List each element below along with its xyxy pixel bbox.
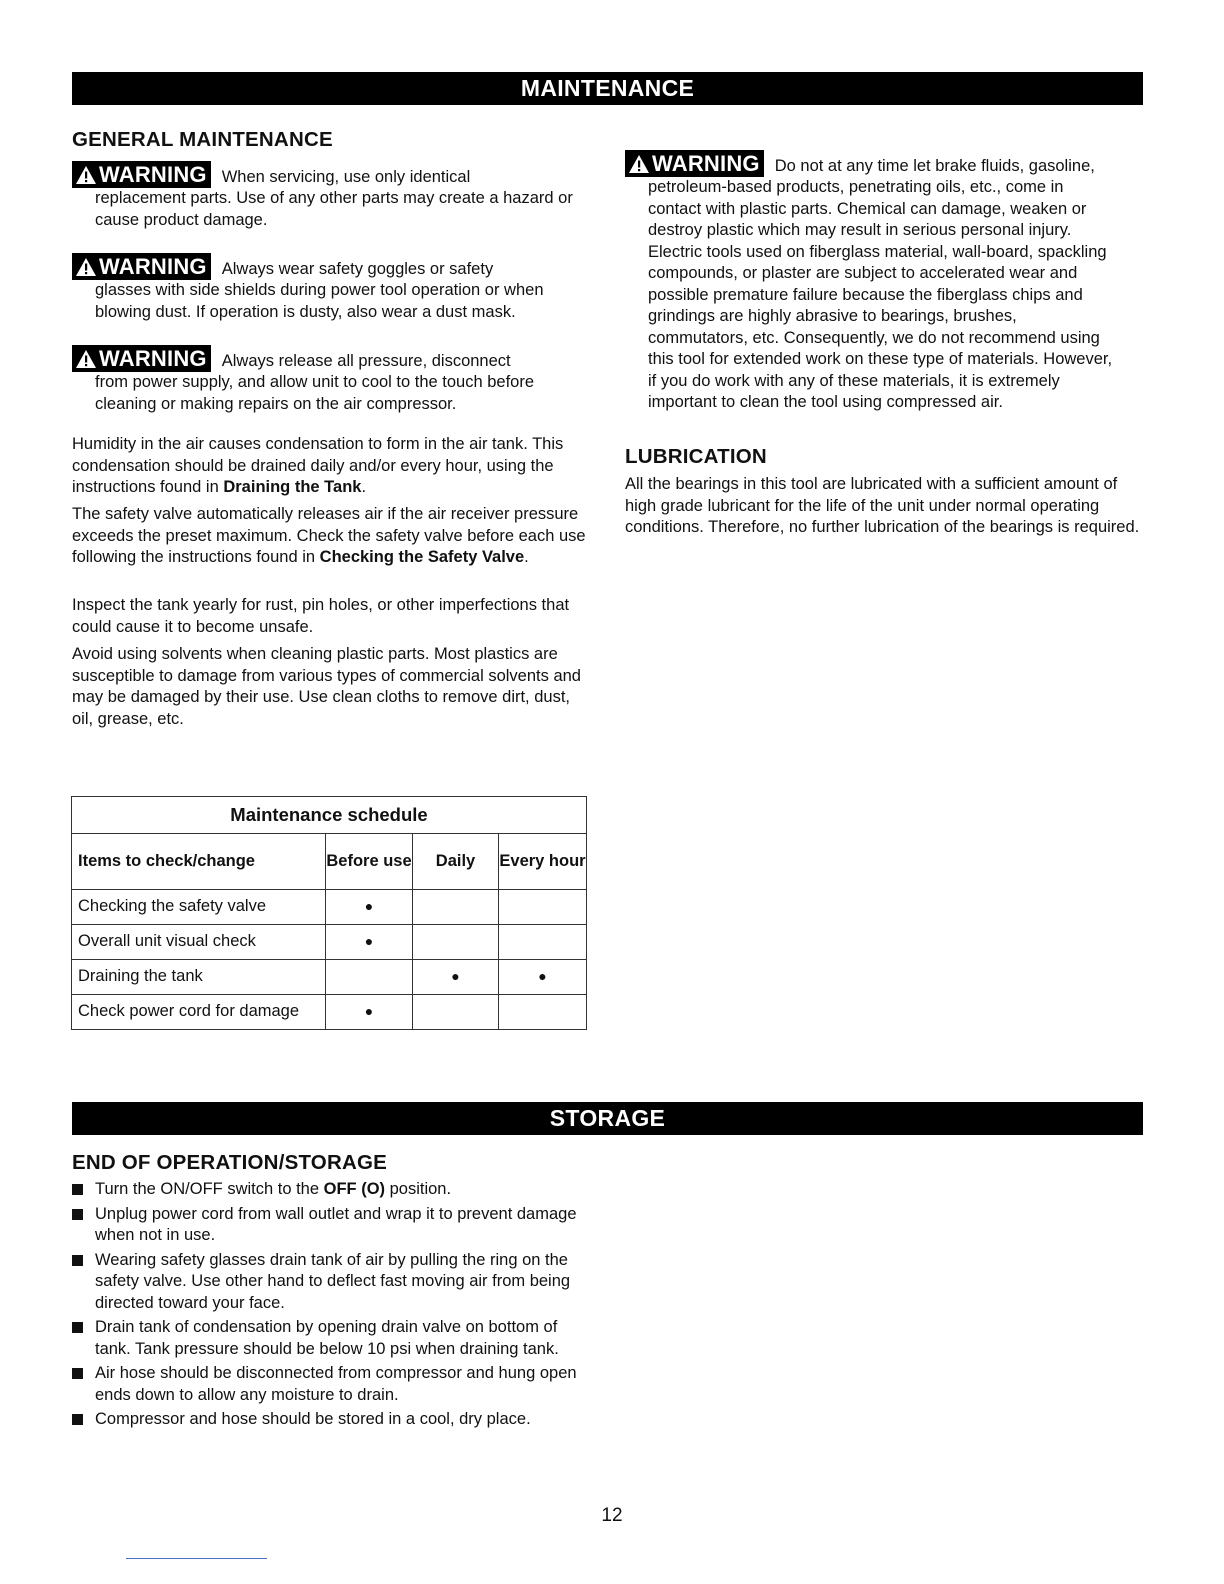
bullet-square-icon xyxy=(72,1368,83,1379)
column-header-item: Items to check/change xyxy=(72,834,326,890)
hourly-mark xyxy=(499,995,587,1030)
table-row xyxy=(72,960,587,995)
row-item: Overall unit visual check xyxy=(72,925,326,960)
daily-mark xyxy=(413,890,499,925)
inspect-paragraph: Inspect the tank yearly for rust, pin holes, or other imperfections that could cause it to become unsafe. xyxy=(72,596,570,636)
warning-text-first: When servicing, use only identical xyxy=(221,167,471,186)
warning-text-rest: glasses with side shields during power tool operation or when blowing dust. If operation is dusty, also wear a dust mask. xyxy=(95,281,544,321)
page-number: 12 xyxy=(601,1505,623,1526)
bullet-square-icon xyxy=(72,1209,83,1220)
maintenance-schedule-table xyxy=(71,796,587,1030)
warning-badge: WARNING xyxy=(72,161,211,188)
warning-text-first: Always wear safety goggles or safety xyxy=(221,259,494,278)
warning-triangle-icon xyxy=(75,257,97,277)
end-of-operation-heading: END OF OPERATION/STORAGE xyxy=(72,1151,387,1174)
warning-text-rest: replacement parts. Use of any other parts may create a hazard or cause product damage. xyxy=(95,189,573,229)
hourly-mark: ● xyxy=(499,960,587,995)
bullet-square-icon xyxy=(72,1255,83,1266)
row-item: Checking the safety valve xyxy=(72,890,326,925)
warning-text-rest: petroleum-based products, penetrating oils, etc., come in contact with plastic parts. Chemical can damage, weaken or destroy plastic which may result in serious personal injury. Electric tools used on fiberglass material, wall-board, spackling compounds, or plaster are subject to accelerated wear and possible premature failure because the fiberglass chips and grindings are highly abrasive to bearings, brushes, commutators, etc. Consequently, we do not recommend using this tool for extended work on these type of materials. However, if you do work with any of these materials, it is extremely important to clean the tool using compressed air. xyxy=(648,178,1113,411)
maintenance-banner: MAINTENANCE xyxy=(72,72,1143,105)
draining-tank-reference: Draining the Tank xyxy=(223,478,362,496)
off-position-label: OFF (O) xyxy=(323,1180,386,1198)
solvents-paragraph: Avoid using solvents when cleaning plastic parts. Most plastics are susceptible to damage from various types of commercial solvents and may be damaged by their use. Use clean cloths to remove dirt, dust, oil, grease, etc. xyxy=(72,645,581,728)
daily-mark xyxy=(413,995,499,1030)
warning-block-1 xyxy=(72,161,592,231)
list-item: Turn the ON/OFF switch to the OFF (O) position. xyxy=(72,1179,592,1201)
bullet-square-icon xyxy=(72,1414,83,1425)
bullet-square-icon xyxy=(72,1322,83,1333)
warning-block-right xyxy=(625,150,1145,414)
warning-text-rest: from power supply, and allow unit to cool to the touch before cleaning or making repairs on the air compressor. xyxy=(95,373,535,413)
list-item: Wearing safety glasses drain tank of air by pulling the ring on the safety valve. Use other hand to deflect fast moving air from being directed toward your face. xyxy=(72,1250,592,1315)
footer-rule xyxy=(126,1558,267,1559)
table-row xyxy=(72,925,587,960)
warning-text-first: Always release all pressure, disconnect xyxy=(221,351,511,370)
column-header-before-use: Before use xyxy=(326,834,413,890)
before-use-mark: ● xyxy=(326,890,413,925)
warning-block-3 xyxy=(72,345,592,415)
checking-valve-reference: Checking the Safety Valve xyxy=(319,548,525,566)
row-item: Draining the tank xyxy=(72,960,326,995)
storage-steps-list xyxy=(72,1179,592,1434)
list-item: Unplug power cord from wall outlet and wrap it to prevent damage when not in use. xyxy=(72,1204,592,1247)
bullet-square-icon xyxy=(72,1184,83,1195)
list-item: Compressor and hose should be stored in a cool, dry place. xyxy=(72,1409,592,1431)
hourly-mark xyxy=(499,925,587,960)
list-item: Air hose should be disconnected from compressor and hung open ends down to allow any moisture to drain. xyxy=(72,1363,592,1406)
schedule-caption: Maintenance schedule xyxy=(72,797,587,834)
column-header-every-hour: Every hour xyxy=(499,834,587,890)
before-use-mark: ● xyxy=(326,925,413,960)
storage-banner: STORAGE xyxy=(72,1102,1143,1135)
column-header-daily: Daily xyxy=(413,834,499,890)
humidity-paragraph: Humidity in the air causes condensation to form in the air tank. This condensation should be drained daily and/or every hour, using the instructions found in Draining the Tank. xyxy=(72,435,564,496)
warning-badge: WARNING xyxy=(72,345,211,372)
general-maintenance-heading: GENERAL MAINTENANCE xyxy=(72,128,333,151)
list-item: Drain tank of condensation by opening drain valve on bottom of tank. Tank pressure should be below 10 psi when draining tank. xyxy=(72,1317,592,1360)
row-item: Check power cord for damage xyxy=(72,995,326,1030)
warning-badge: WARNING xyxy=(72,253,211,280)
daily-mark: ● xyxy=(413,960,499,995)
warning-triangle-icon xyxy=(75,349,97,369)
warning-block-2 xyxy=(72,253,592,323)
hourly-mark xyxy=(499,890,587,925)
warning-text-first: Do not at any time let brake fluids, gasoline, xyxy=(774,156,1095,175)
warning-badge: WARNING xyxy=(625,150,764,177)
before-use-mark xyxy=(326,960,413,995)
lubrication-paragraph: All the bearings in this tool are lubricated with a sufficient amount of high grade lubricant for the life of the unit under normal operating conditions. Therefore, no further lubrication of the bearings is required. xyxy=(625,475,1140,536)
warning-triangle-icon xyxy=(75,165,97,185)
daily-mark xyxy=(413,925,499,960)
table-row xyxy=(72,995,587,1030)
table-row xyxy=(72,890,587,925)
warning-triangle-icon xyxy=(628,154,650,174)
before-use-mark: ● xyxy=(326,995,413,1030)
lubrication-heading: LUBRICATION xyxy=(625,445,767,468)
safety-valve-paragraph: The safety valve automatically releases air if the air receiver pressure exceeds the preset maximum. Check the safety valve before each use following the instructions found in Checking the Safety Valve. xyxy=(72,505,586,566)
